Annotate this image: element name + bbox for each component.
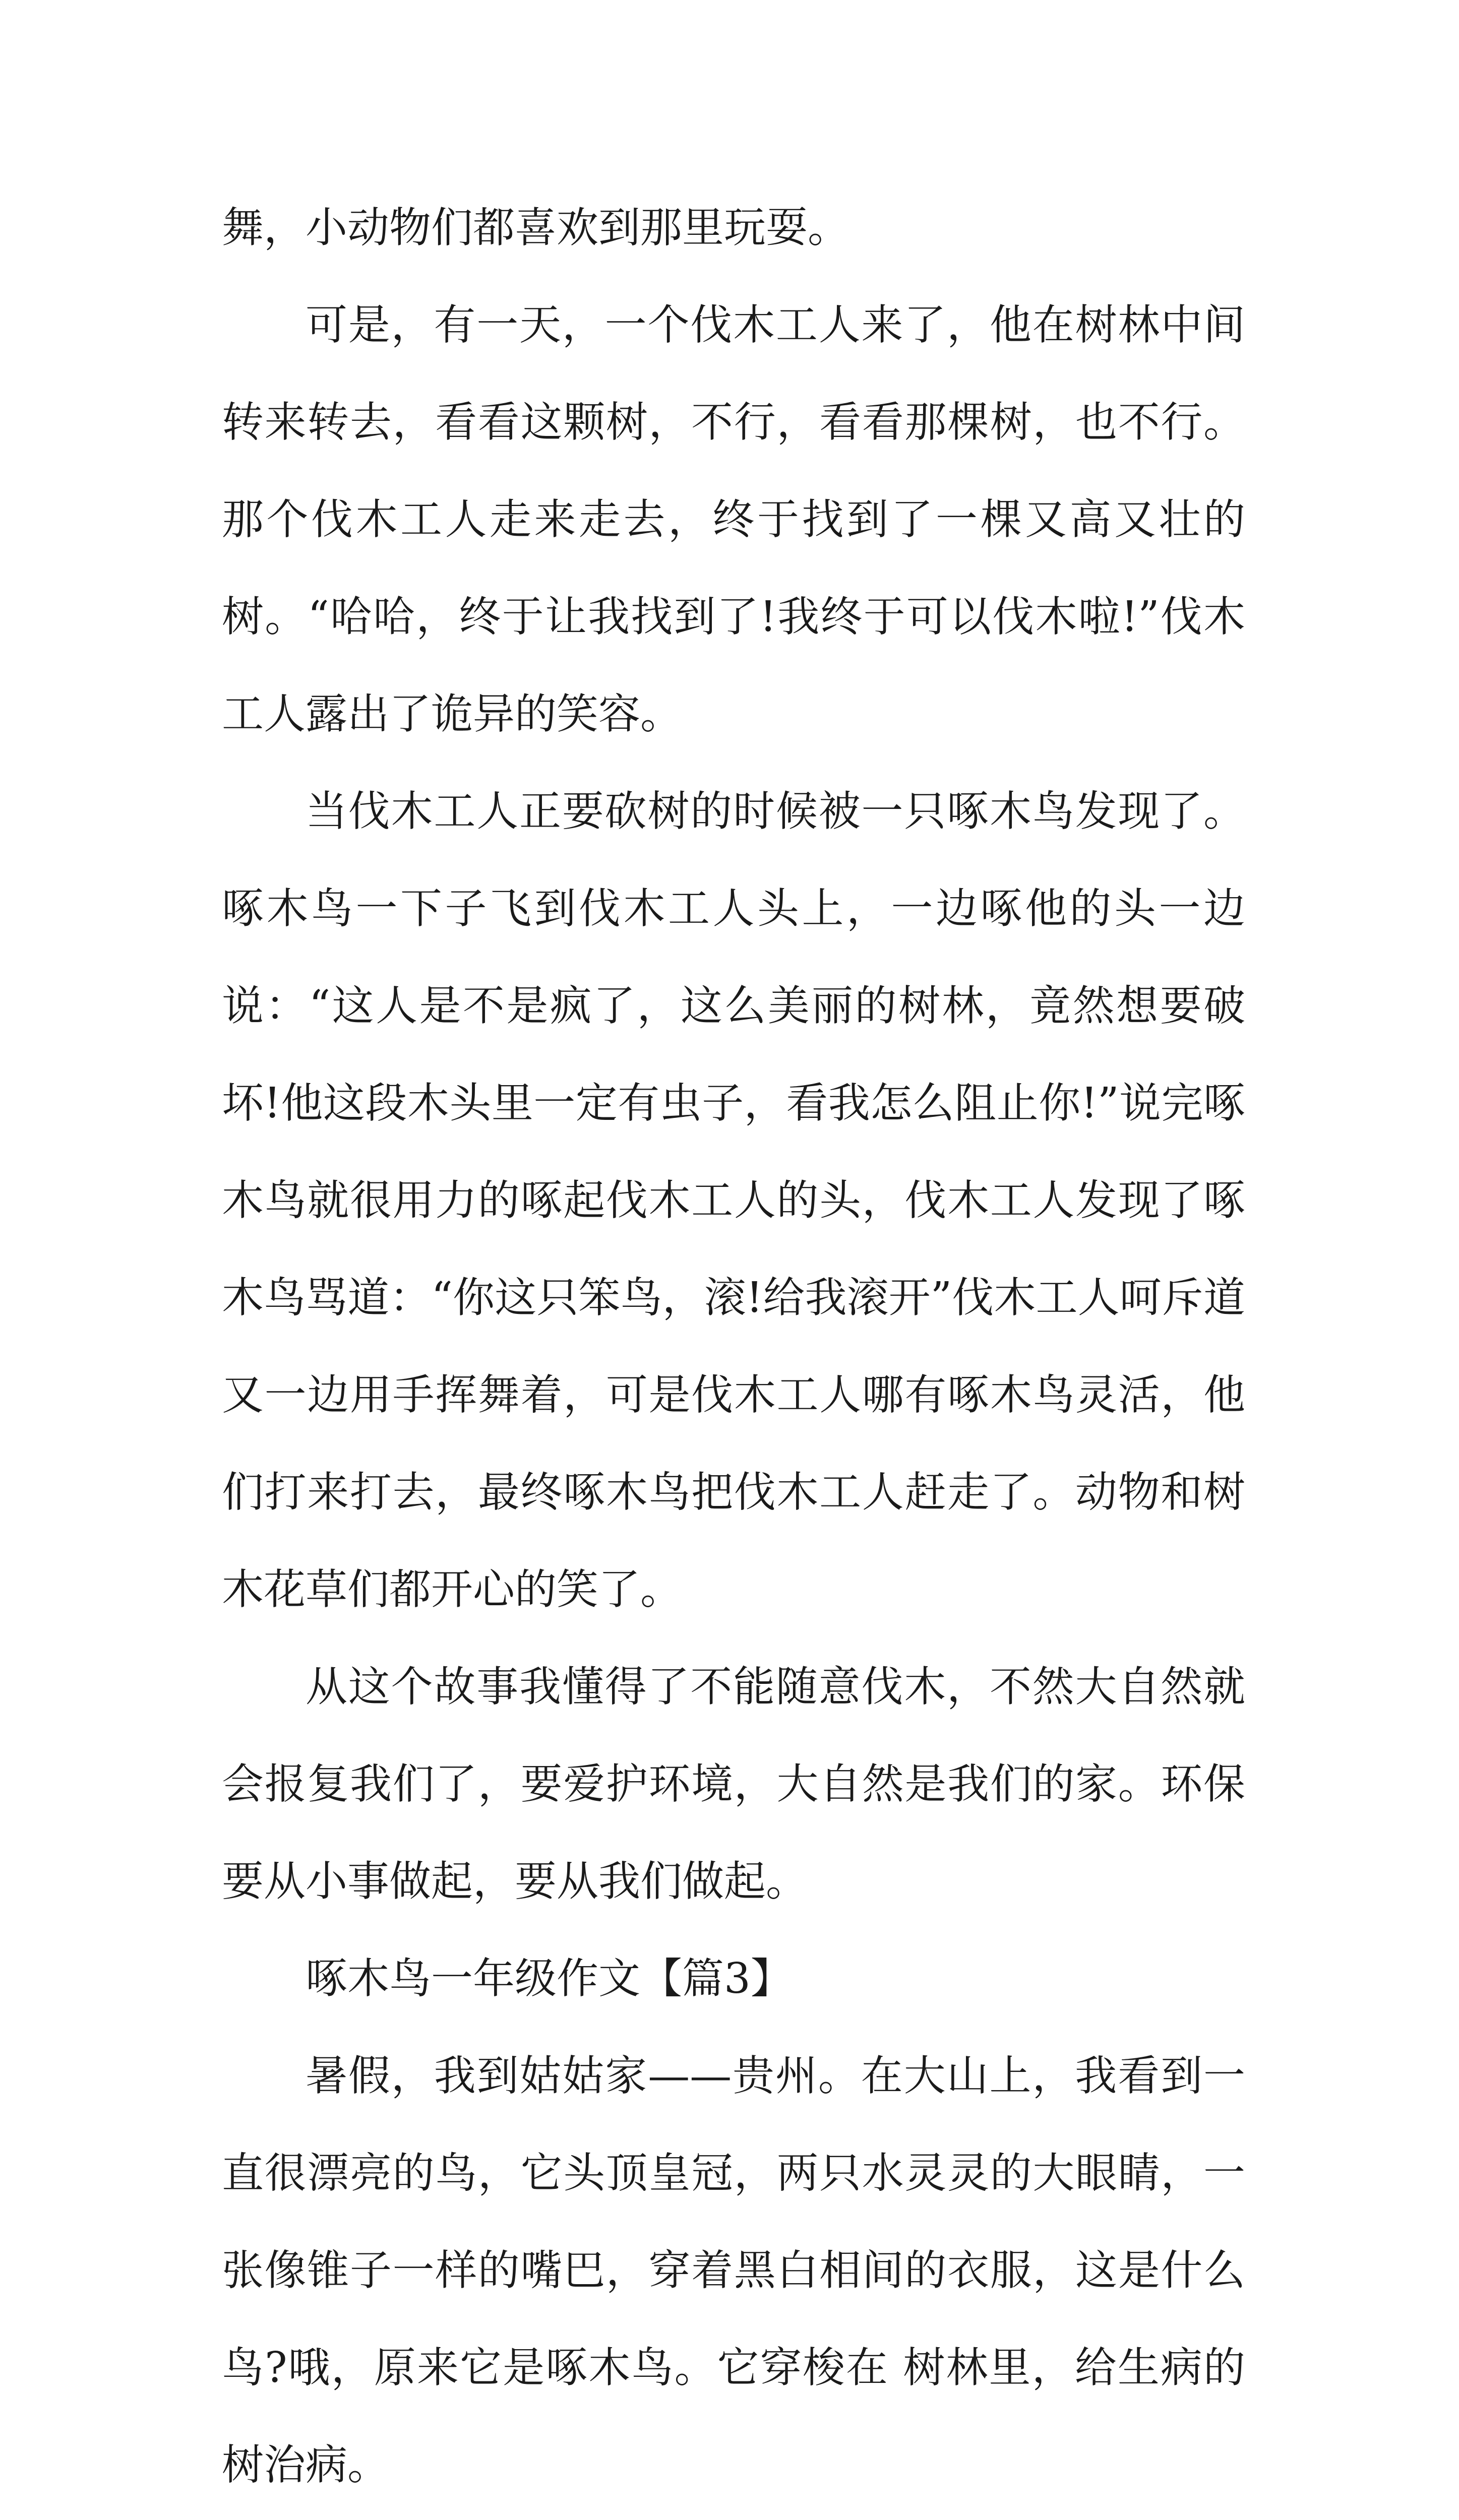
paragraph-summer-trip: 暑假，我到姑姑家——贵州。在大山上，我看到一直很漂亮的鸟，它头顶皇冠，两只水灵灵的大眼睛，一张像锥子一样的嘴巴，穿着黑白相间的衣服，这是什么鸟?哦，原来它是啄木鸟。它穿梭在 树林里，给生病的树治病。 [222, 2051, 1245, 2489]
paragraph-woodpecker-attacks: 当伐木工人正要砍树的时候被一只啄木鸟发现了。啄木鸟一下子飞到伐木工人头上，一边啄他的头一边说：“这人是不是疯了，这么美丽的树林，竟然想要破坏!他这段木头里一定有虫子，看我怎么阻止你!”说完啄木鸟就很用力的啄起伐木工人的头，伐木工人发现了啄木鸟骂道：“你这只笨鸟，滚!给我滚开”伐木工人呵斥道又一边用手挥舞着，可是伐木工人哪有啄木鸟灵活，他们打来打去，最终啄木鸟把伐木工人赶走了。动物和树木花草们都开心的笑了。 [222, 787, 1245, 1614]
paragraph-forest-doctor [222, 2513, 1245, 2520]
paragraph-lumberjack-arrives: 可是，有一天，一个伐木工人来了，他在树林中间转来转去，看看这颗树，不行，看看那棵树，也不行。那个伐木工人走来走去，终于找到了一棵又高又壮的树。“哈哈，终于让我找到了!我终于可以伐木啦!”伐木工人露出了诡异的笑容。 [222, 300, 1245, 738]
paragraph-continuation: 舞，小动物们都喜欢到那里玩耍。 [222, 203, 849, 252]
section-heading: 啄木鸟一年级作文【篇3】 [306, 1954, 793, 2003]
essay-body [222, 179, 1245, 2520]
paragraph-lesson: 从这个故事我懂得了不能随意伐木，不然大自然就会报复我们了，要爱护环境，大自然是我们的家。环保要从小事做起，要从我们做起。 [222, 1662, 1245, 1906]
